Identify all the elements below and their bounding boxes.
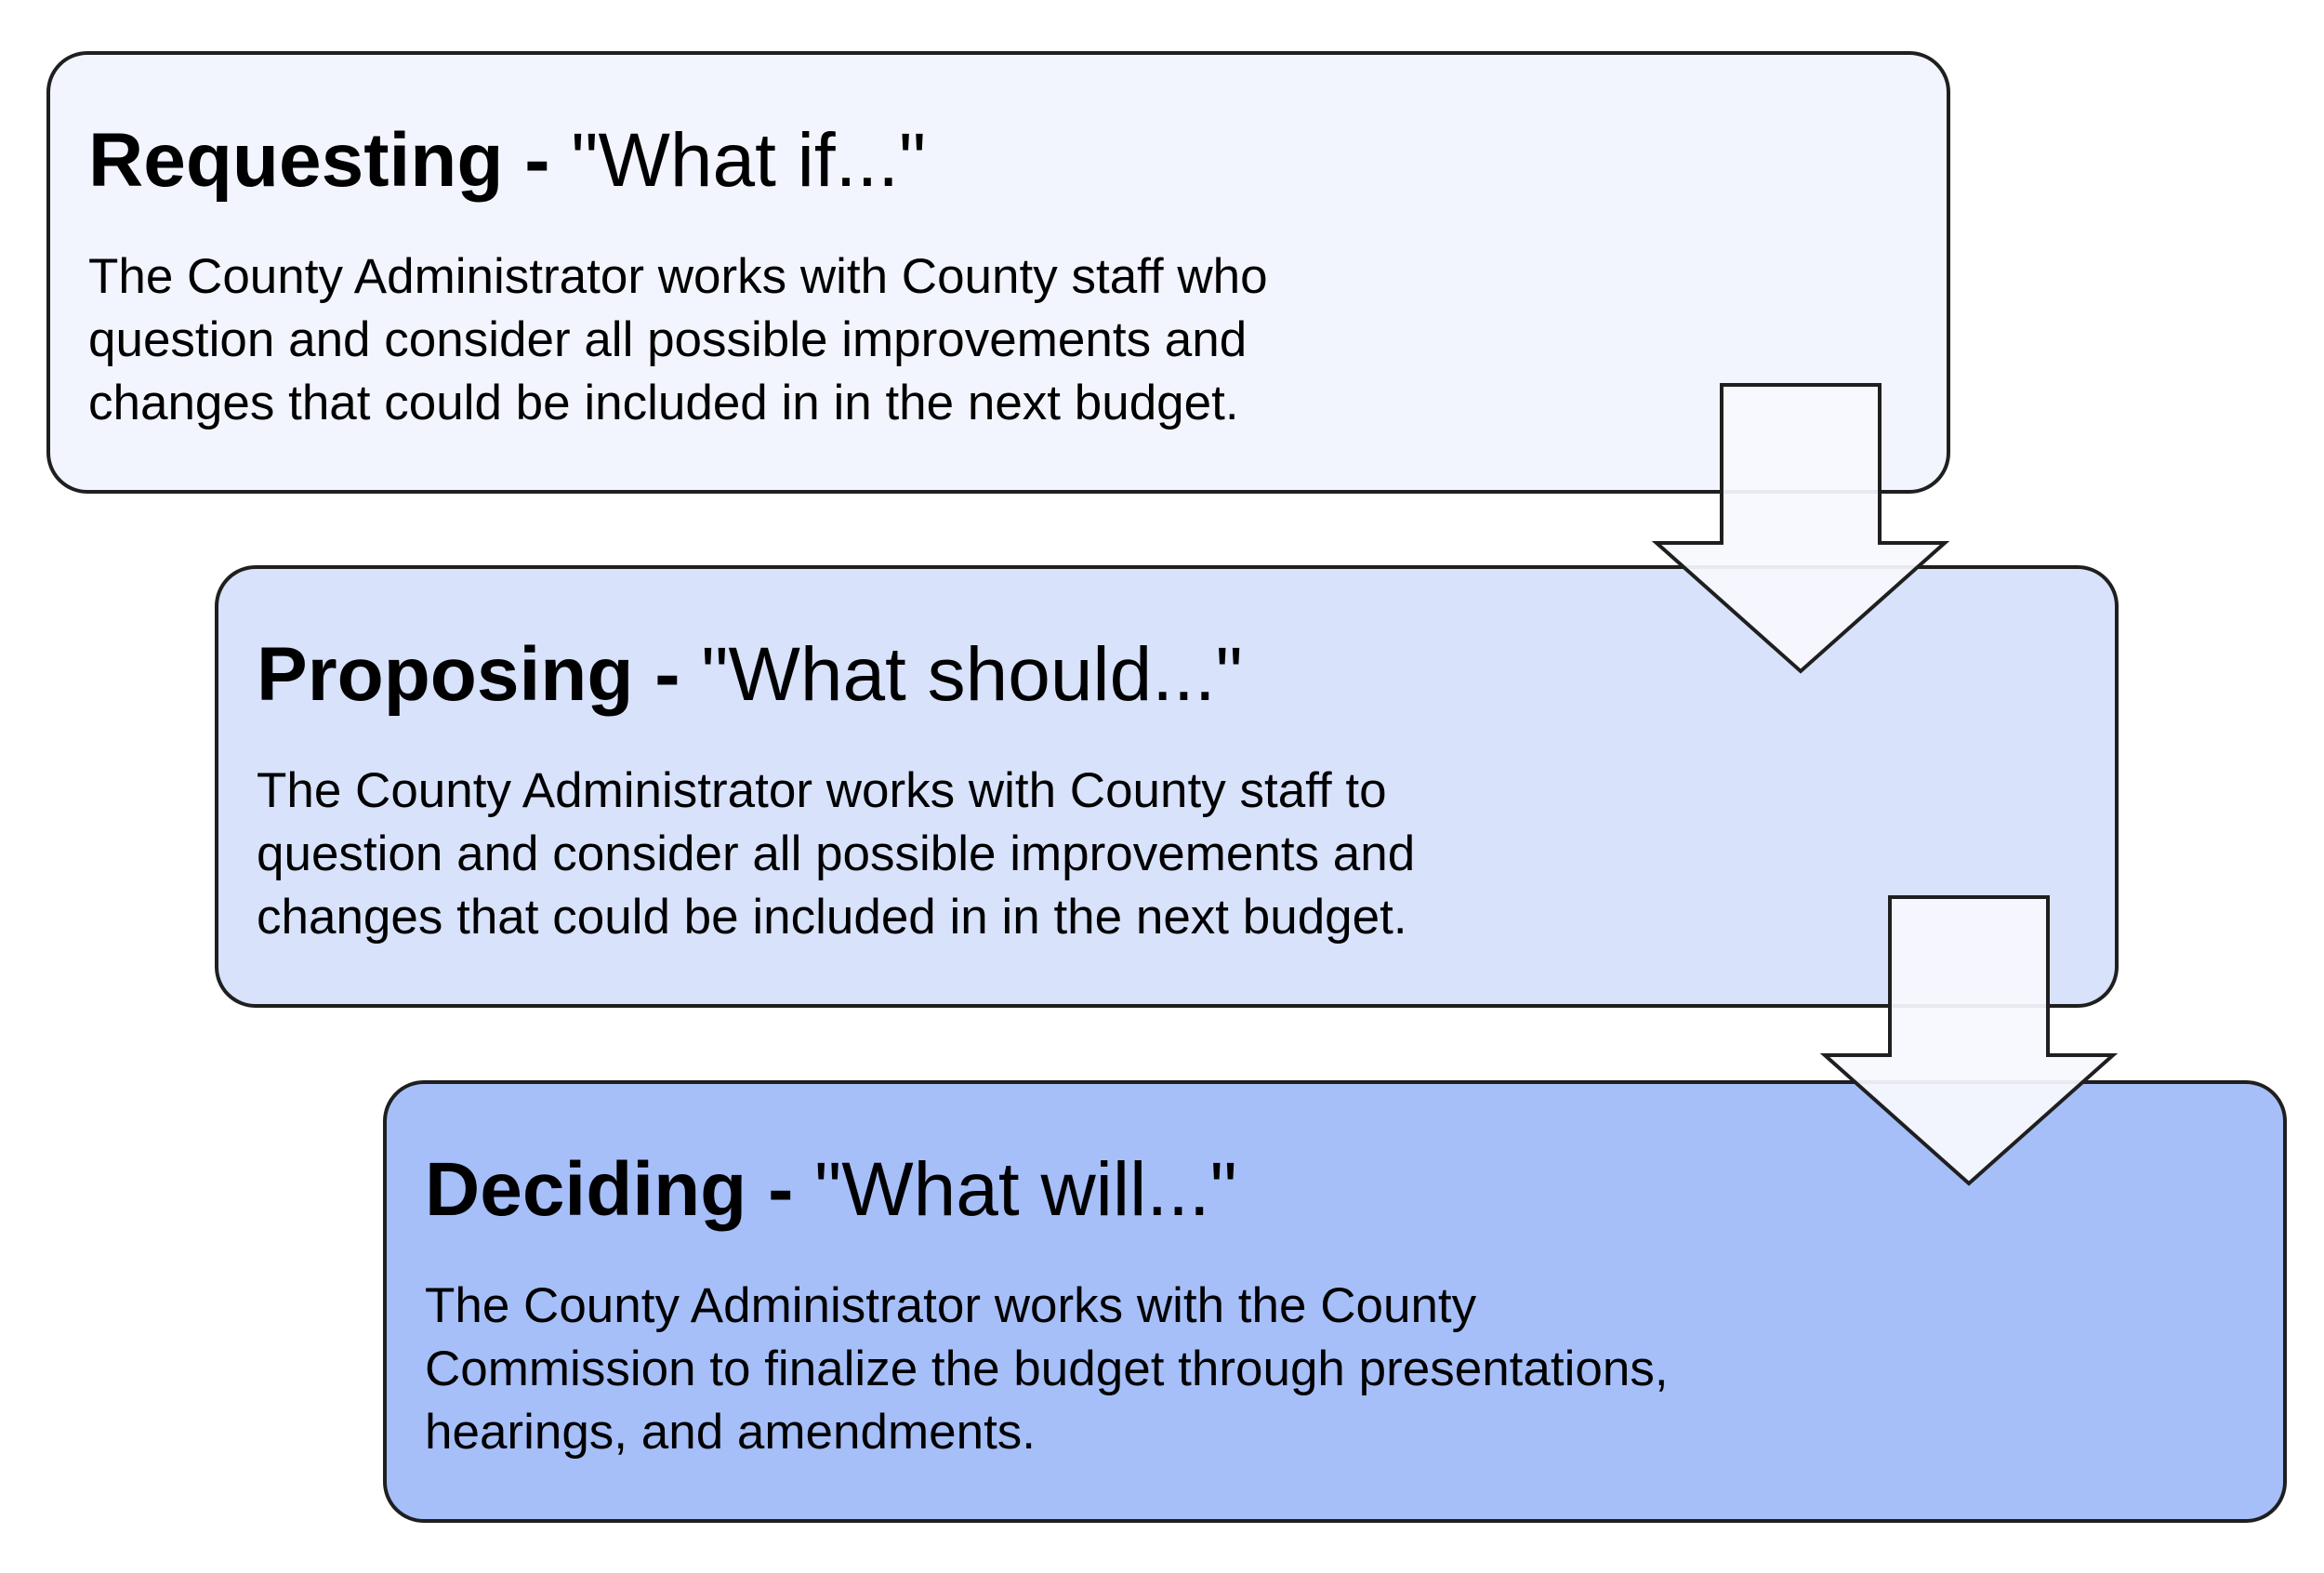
step-description	[425, 1275, 2191, 1464]
step-separator: -	[654, 632, 680, 717]
step-title: Proposing	[257, 632, 634, 717]
description-line: changes that could be included in in the next budget.	[88, 376, 1239, 430]
description-line: question and consider all possible improvements and	[88, 312, 1248, 367]
step-heading-deciding	[425, 1143, 1237, 1236]
description-line: hearings, and amendments.	[425, 1405, 1037, 1460]
description-line: The County Administrator works with County staff to	[257, 763, 1387, 818]
description-line: Commission to finalize the budget through presentations,	[425, 1342, 1669, 1396]
step-separator: -	[524, 118, 550, 203]
description-line: question and consider all possible improvements and	[257, 826, 1416, 881]
step-quote: "What should..."	[701, 632, 1243, 717]
step-quote: "What if..."	[571, 118, 927, 203]
step-box-deciding	[383, 1080, 2287, 1523]
step-title: Deciding	[425, 1147, 747, 1232]
description-line: The County Administrator works with the County	[425, 1278, 1477, 1333]
description-line: The County Administrator works with County staff who	[88, 249, 1268, 304]
step-separator: -	[768, 1147, 794, 1232]
step-description	[257, 760, 2023, 949]
step-heading-requesting	[88, 114, 926, 207]
step-title: Requesting	[88, 118, 504, 203]
step-box-proposing	[215, 565, 2119, 1008]
description-line: changes that could be included in in the next budget.	[257, 890, 1407, 945]
step-box-requesting	[46, 51, 1950, 494]
step-heading-proposing	[257, 628, 1243, 721]
step-quote: "What will..."	[814, 1147, 1237, 1232]
step-description	[88, 245, 1855, 435]
